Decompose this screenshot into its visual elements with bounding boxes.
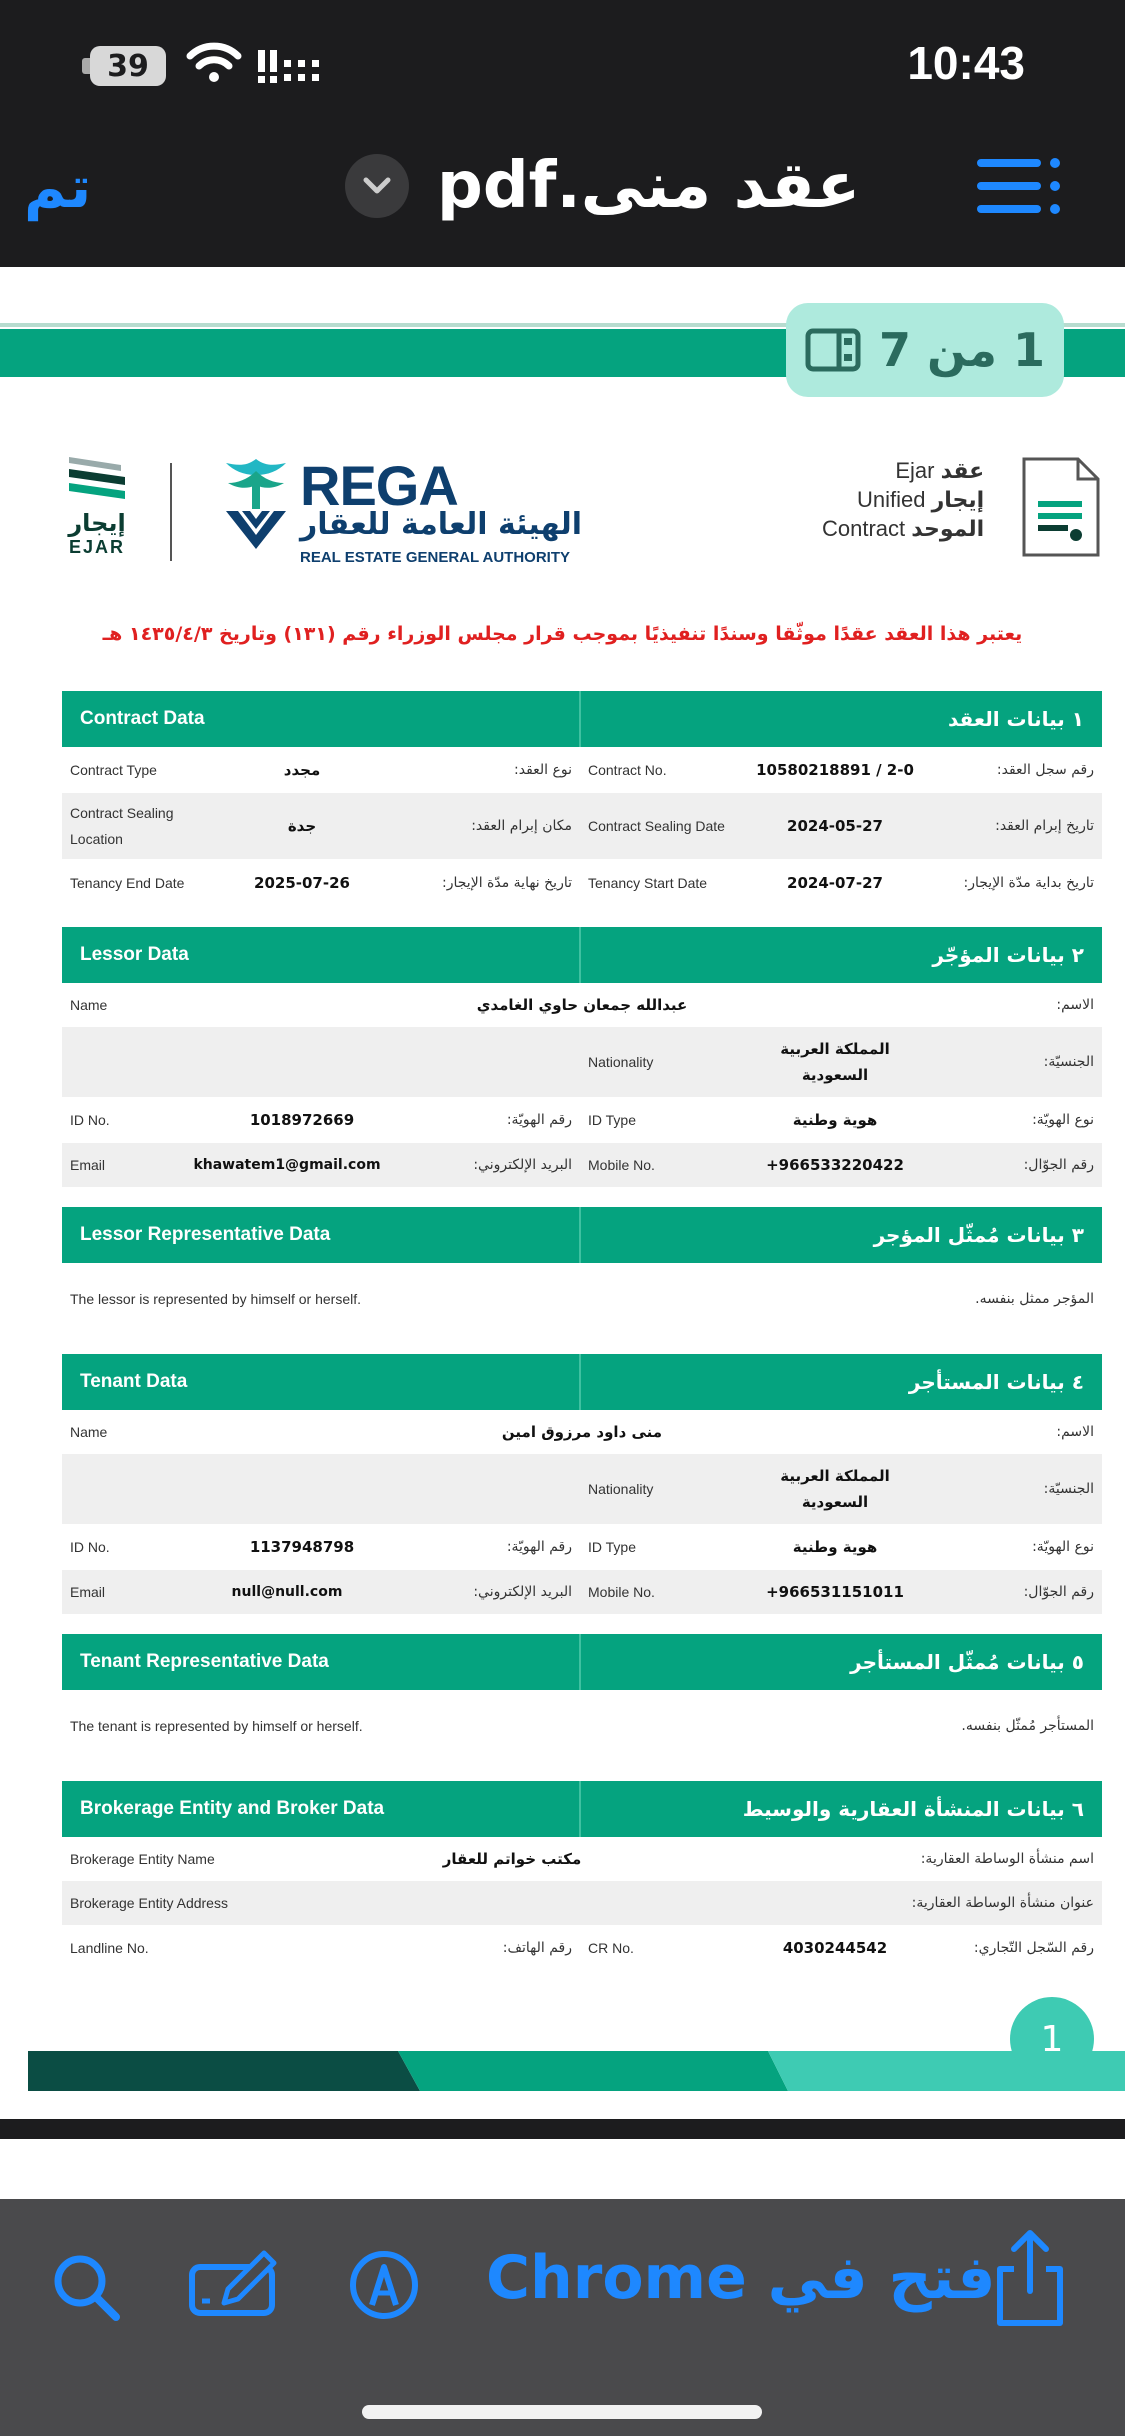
battery-tip <box>82 58 90 74</box>
section-title-ar: ٣ بيانات مُمثّل المؤجر <box>873 1223 1084 1247</box>
cell: Tenancy End Date <box>70 875 185 891</box>
unified-l1-ar: عقد <box>940 459 985 484</box>
cell: +966533220422 <box>766 1156 904 1174</box>
unified-line-2 <box>822 486 984 515</box>
cell: null@null.com <box>231 1584 343 1600</box>
cell: Mobile No. <box>588 1584 655 1600</box>
cell: تاريخ إبرام العقد: <box>995 818 1094 834</box>
table-row <box>62 1881 1102 1925</box>
table-row <box>62 747 1102 793</box>
table-row <box>62 1263 1102 1335</box>
empty-cell <box>62 1454 580 1524</box>
section-title-en: Tenant Representative Data <box>80 1651 329 1672</box>
unified-line-1 <box>822 457 984 486</box>
cell: Name <box>70 997 108 1013</box>
section-title-en: Brokerage Entity and Broker Data <box>80 1798 385 1819</box>
cell: رقم الهويّة: <box>506 1539 572 1555</box>
table-row <box>62 1454 1102 1524</box>
cell: +966531151011 <box>766 1583 904 1601</box>
page-indicator-text: 1 من 7 <box>879 323 1045 377</box>
palm-emblem-icon <box>218 453 294 553</box>
cell: ID No. <box>70 1539 110 1555</box>
cell: هوية وطنية <box>792 1538 878 1556</box>
cell: Tenancy Start Date <box>588 875 708 891</box>
share-icon[interactable] <box>990 2229 1070 2329</box>
empty-cell <box>422 1263 762 1335</box>
section-header <box>62 1781 1102 1837</box>
cell: 2024-07-27 <box>787 874 883 892</box>
contract-section <box>62 691 1102 907</box>
logos-row <box>0 453 1125 583</box>
cell: رقم سجل العقد: <box>996 762 1094 778</box>
ejar-ar: إيجار <box>68 509 126 537</box>
cell: المملكة العربية السعودية <box>780 1467 890 1511</box>
section-header <box>62 691 1102 747</box>
cell: 10580218891 / 2-0 <box>756 761 914 779</box>
cell: منى داود مرزوق امين <box>501 1423 663 1441</box>
pdf-page[interactable] <box>0 267 1125 2119</box>
section-title-ar: ٦ بيانات المنشأة العقارية والوسيط <box>742 1797 1084 1821</box>
battery-icon <box>90 46 166 86</box>
legal-notice: يعتبر هذا العقد عقدًا موثّقا وسندًا تنفيذيًا بموجب قرار مجلس الوزراء رقم (١٣١) وتاريخ ١٤٣٥/٤/٣ هـ <box>102 623 1023 645</box>
cell: 1137948798 <box>249 1538 355 1556</box>
empty-cell <box>322 1881 742 1925</box>
cell: 2024-05-27 <box>787 817 883 835</box>
section-title-ar: ١ بيانات العقد <box>947 707 1084 731</box>
clock: 10:43 <box>907 37 1025 89</box>
section-title-ar: ٥ بيانات مُمثّل المستأجر <box>850 1650 1084 1674</box>
empty-cell <box>62 1027 580 1097</box>
title-menu-button[interactable] <box>345 154 409 218</box>
header-divider <box>579 1634 581 1690</box>
section-title-en: Lessor Representative Data <box>80 1224 331 1245</box>
cell: 1018972669 <box>249 1111 355 1129</box>
cell: المملكة العربية السعودية <box>780 1040 890 1084</box>
cell: رقم الهويّة: <box>506 1112 572 1128</box>
unified-l1-en: Ejar <box>895 458 935 483</box>
cell: الاسم: <box>1056 1424 1094 1440</box>
page-number-badge: 1 <box>1010 1997 1094 2081</box>
cell: تاريخ نهاية مدّة الإيجار: <box>442 875 572 891</box>
cell: Landline No. <box>70 1940 149 1956</box>
cell: مكتب خواتم للعقار <box>442 1850 582 1868</box>
ejar-en: EJAR <box>68 537 125 557</box>
title-wrap[interactable] <box>345 149 860 223</box>
home-indicator[interactable] <box>362 2405 762 2419</box>
tenant-rep-section <box>62 1634 1102 1762</box>
table-row <box>62 1410 1102 1454</box>
unified-l3-en: Contract <box>822 516 906 541</box>
cell: Nationality <box>588 1054 654 1070</box>
cell: رقم السّجل التّجاري: <box>973 1940 1094 1956</box>
section-title-en: Tenant Data <box>80 1371 188 1392</box>
table-row <box>62 793 1102 859</box>
document-title: عقد منى.pdf <box>437 149 861 223</box>
unified-l2-en: Unified <box>857 487 926 512</box>
cell: مجدد <box>283 761 321 779</box>
unified-l2-ar: إيجار <box>931 488 985 513</box>
cell: اسم منشأة الوساطة العقارية: <box>920 1851 1094 1867</box>
done-button[interactable]: تم <box>24 153 92 221</box>
table-row <box>62 1570 1102 1614</box>
cell: البريد الإلكتروني: <box>473 1584 572 1600</box>
cell: Name <box>70 1424 108 1440</box>
rega-wordmark: REGA <box>300 454 458 517</box>
cell: ID No. <box>70 1112 110 1128</box>
page-thumbnails-icon <box>805 328 861 372</box>
list-menu-icon[interactable] <box>977 155 1061 217</box>
cell: Contract No. <box>588 762 667 778</box>
cell: نوع العقد: <box>514 762 572 778</box>
rega-arabic: الهيئة العامة للعقار <box>300 507 583 542</box>
cell: المؤجر ممثل بنفسه. <box>975 1291 1094 1307</box>
cell: مكان إبرام العقد: <box>471 818 572 834</box>
header-divider <box>579 691 581 747</box>
cell: عنوان منشأة الوساطة العقارية: <box>911 1895 1094 1911</box>
cell: نوع الهويّة: <box>1032 1112 1094 1128</box>
cell: الجنسيّة: <box>1043 1054 1094 1070</box>
unified-l3-ar: الموحد <box>911 517 985 542</box>
chevron-down-icon <box>362 176 392 196</box>
cell: Email <box>70 1157 106 1173</box>
cell: الاسم: <box>1056 997 1094 1013</box>
next-page-peek <box>0 2139 1125 2199</box>
cell: رقم الهاتف: <box>502 1940 572 1956</box>
table-row <box>62 983 1102 1027</box>
table-row <box>62 1690 1102 1762</box>
section-header <box>62 1354 1102 1410</box>
cell: Contract Sealing Date <box>588 818 725 834</box>
table-row <box>62 1143 1102 1187</box>
header-divider <box>579 927 581 983</box>
section-title-en: Lessor Data <box>80 944 189 965</box>
cell: Contract Type <box>70 762 157 778</box>
page-indicator[interactable] <box>786 303 1064 397</box>
lessor-section <box>62 927 1102 1187</box>
cell: جدة <box>287 817 317 835</box>
wifi-icon <box>186 40 242 84</box>
section-title-ar: ٢ بيانات المؤجّر <box>932 943 1084 967</box>
status-bar <box>0 0 1125 135</box>
cell: Nationality <box>588 1481 654 1497</box>
markup-icon[interactable] <box>188 2249 280 2319</box>
cell: رقم الجوّال: <box>1023 1584 1094 1600</box>
cell: 4030244542 <box>782 1939 888 1957</box>
cell: The lessor is represented by himself or herself. <box>70 1291 362 1307</box>
empty-cell <box>222 1925 382 1971</box>
search-icon[interactable] <box>50 2251 122 2323</box>
unified-contract-logo <box>822 457 984 544</box>
footer-band <box>28 2051 1125 2091</box>
battery-level: 39 <box>107 48 149 84</box>
table-row <box>62 1837 1102 1881</box>
table-row <box>62 1925 1102 1971</box>
cell: عبدالله جمعان حاوي الغامدي <box>476 996 688 1014</box>
cell: تاريخ بداية مدّة الإيجار: <box>963 875 1094 891</box>
cell: نوع الهويّة: <box>1032 1539 1094 1555</box>
ejar-logo <box>60 453 134 558</box>
tenant-section <box>62 1354 1102 1614</box>
rega-subtitle: REAL ESTATE GENERAL AUTHORITY <box>300 549 571 566</box>
cell: البريد الإلكتروني: <box>473 1157 572 1173</box>
open-in-chrome-button[interactable]: فتح في Chrome <box>486 2243 996 2313</box>
cell: رقم الجوّال: <box>1023 1157 1094 1173</box>
cell: Mobile No. <box>588 1157 655 1173</box>
bottom-toolbar <box>0 2199 1125 2436</box>
cell: khawatem1@gmail.com <box>193 1157 381 1173</box>
logo-divider <box>170 463 172 561</box>
header-divider <box>579 1354 581 1410</box>
header-divider <box>579 1781 581 1837</box>
unified-line-3 <box>822 515 984 544</box>
section-header <box>62 1207 1102 1263</box>
table-row <box>62 1097 1102 1143</box>
nav-bar <box>0 135 1125 267</box>
cell: هوية وطنية <box>792 1111 878 1129</box>
cell: ID Type <box>588 1539 636 1555</box>
header-divider <box>579 1207 581 1263</box>
cell: CR No. <box>588 1940 634 1956</box>
section-header <box>62 1634 1102 1690</box>
cell: Brokerage Entity Name <box>70 1851 215 1867</box>
empty-cell <box>422 1690 762 1762</box>
cell: Contract Sealing Location <box>70 805 174 847</box>
cell: 2025-07-26 <box>254 874 350 892</box>
cell: Email <box>70 1584 106 1600</box>
contract-document-icon <box>1020 457 1102 557</box>
cellular-signal-icon <box>256 46 320 86</box>
table-row <box>62 859 1102 907</box>
cell: المستأجر مُمثّل بنفسه. <box>961 1718 1094 1734</box>
rega-logo <box>218 453 583 566</box>
section-header <box>62 927 1102 983</box>
table-row <box>62 1027 1102 1097</box>
brokerage-section <box>62 1781 1102 1971</box>
cell: ID Type <box>588 1112 636 1128</box>
lessor-rep-section <box>62 1207 1102 1335</box>
cell: الجنسيّة: <box>1043 1481 1094 1497</box>
pen-markup-icon[interactable] <box>348 2249 420 2321</box>
section-title-en: Contract Data <box>80 708 205 729</box>
ejar-logo-icon <box>65 453 129 505</box>
cell: Brokerage Entity Address <box>70 1895 228 1911</box>
cell: The tenant is represented by himself or herself. <box>70 1718 363 1734</box>
section-title-ar: ٤ بيانات المستأجر <box>908 1370 1084 1394</box>
page-gap <box>0 2119 1125 2139</box>
table-row <box>62 1524 1102 1570</box>
